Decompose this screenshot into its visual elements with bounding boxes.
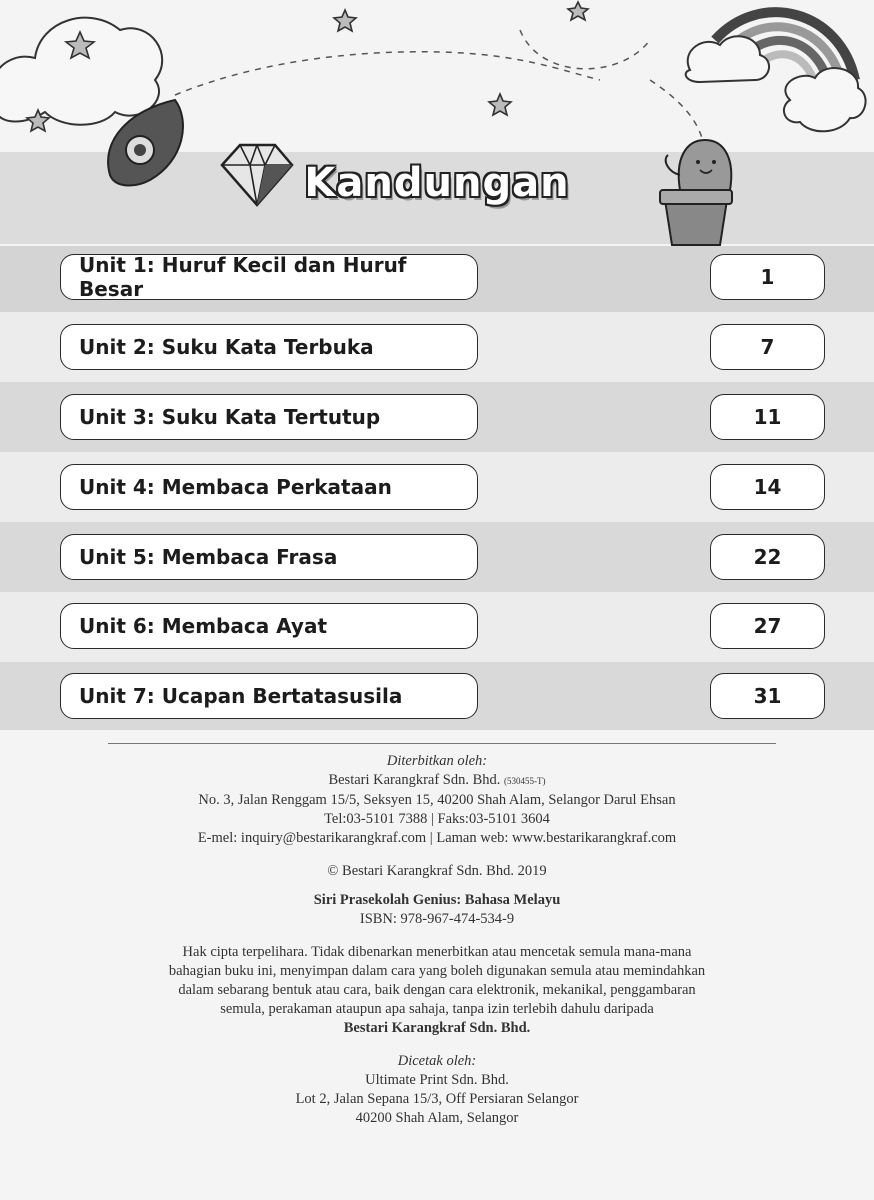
contents-page-number[interactable]: 31 (710, 673, 825, 719)
contents-row[interactable] (0, 603, 874, 653)
contents-row[interactable] (0, 394, 874, 444)
publisher-heading: Diterbitkan oleh: (386, 753, 488, 769)
contents-unit-label[interactable]: Unit 2: Suku Kata Terbuka (60, 324, 478, 370)
contents-row[interactable] (0, 464, 874, 514)
rights-line: bahagian buku ini, menyimpan dalam cara yang boleh digunakan semula atau memindahkan (168, 963, 706, 979)
publication-details (0, 752, 874, 1128)
copyright: © Bestari Karangkraf Sdn. Bhd. 2019 (327, 863, 547, 879)
divider (108, 743, 776, 744)
publisher-phone: Tel:03-5101 7388 | Faks:03-5101 3604 (324, 811, 550, 827)
contents-row[interactable] (0, 673, 874, 723)
star-icon (334, 10, 356, 31)
page-title (0, 160, 874, 206)
star-icon (568, 2, 588, 20)
star-icon (489, 94, 511, 115)
printer-heading: Dicetak oleh: (397, 1053, 477, 1069)
series-title: Siri Prasekolah Genius: Bahasa Melayu (313, 892, 561, 908)
contents-page-number[interactable]: 1 (710, 254, 825, 300)
header-illustration (0, 0, 874, 250)
publisher-name-line (0, 771, 874, 791)
contents-page-number[interactable]: 27 (710, 603, 825, 649)
contents-page-number[interactable]: 22 (710, 534, 825, 580)
contents-page-number[interactable]: 11 (710, 394, 825, 440)
contents-unit-label[interactable]: Unit 6: Membaca Ayat (60, 603, 478, 649)
publisher-reg: (530455-T) (504, 776, 546, 786)
page-title-text: Kandungan (304, 160, 570, 206)
printer-address: Lot 2, Jalan Sepana 15/3, Off Persiaran Selangor (295, 1091, 579, 1107)
rights-holder: Bestari Karangkraf Sdn. Bhd. (343, 1020, 531, 1036)
contents-row[interactable] (0, 324, 874, 374)
publisher-name: Bestari Karangkraf Sdn. Bhd. (328, 772, 501, 788)
publisher-address: No. 3, Jalan Renggam 15/5, Seksyen 15, 40200 Shah Alam, Selangor Darul Ehsan (198, 792, 676, 808)
contents-unit-label[interactable]: Unit 1: Huruf Kecil dan Huruf Besar (60, 254, 478, 300)
rights-line: semula, perakaman ataupun apa sahaja, tanpa izin terlebih dahulu daripada (220, 1001, 654, 1017)
contents-unit-label[interactable]: Unit 4: Membaca Perkataan (60, 464, 478, 510)
rights-line: dalam sebarang bentuk atau cara, baik dengan cara elektronik, mekanikal, penggambaran (178, 982, 696, 998)
contents-page-number[interactable]: 14 (710, 464, 825, 510)
contents-unit-label[interactable]: Unit 7: Ucapan Bertatasusila (60, 673, 478, 719)
contents-page-number[interactable]: 7 (710, 324, 825, 370)
printer-address: 40200 Shah Alam, Selangor (355, 1110, 519, 1126)
isbn: ISBN: 978-967-474-534-9 (359, 911, 515, 927)
contents-row[interactable] (0, 534, 874, 584)
contents-unit-label[interactable]: Unit 5: Membaca Frasa (60, 534, 478, 580)
rights-line: Hak cipta terpelihara. Tidak dibenarkan menerbitkan atau mencetak semula mana-mana (182, 944, 692, 960)
contents-row[interactable] (0, 254, 874, 304)
contents-unit-label[interactable]: Unit 3: Suku Kata Tertutup (60, 394, 478, 440)
printer-name: Ultimate Print Sdn. Bhd. (365, 1072, 509, 1088)
publisher-email: E-mel: inquiry@bestarikarangkraf.com | Laman web: www.bestarikarangkraf.com (197, 830, 677, 846)
